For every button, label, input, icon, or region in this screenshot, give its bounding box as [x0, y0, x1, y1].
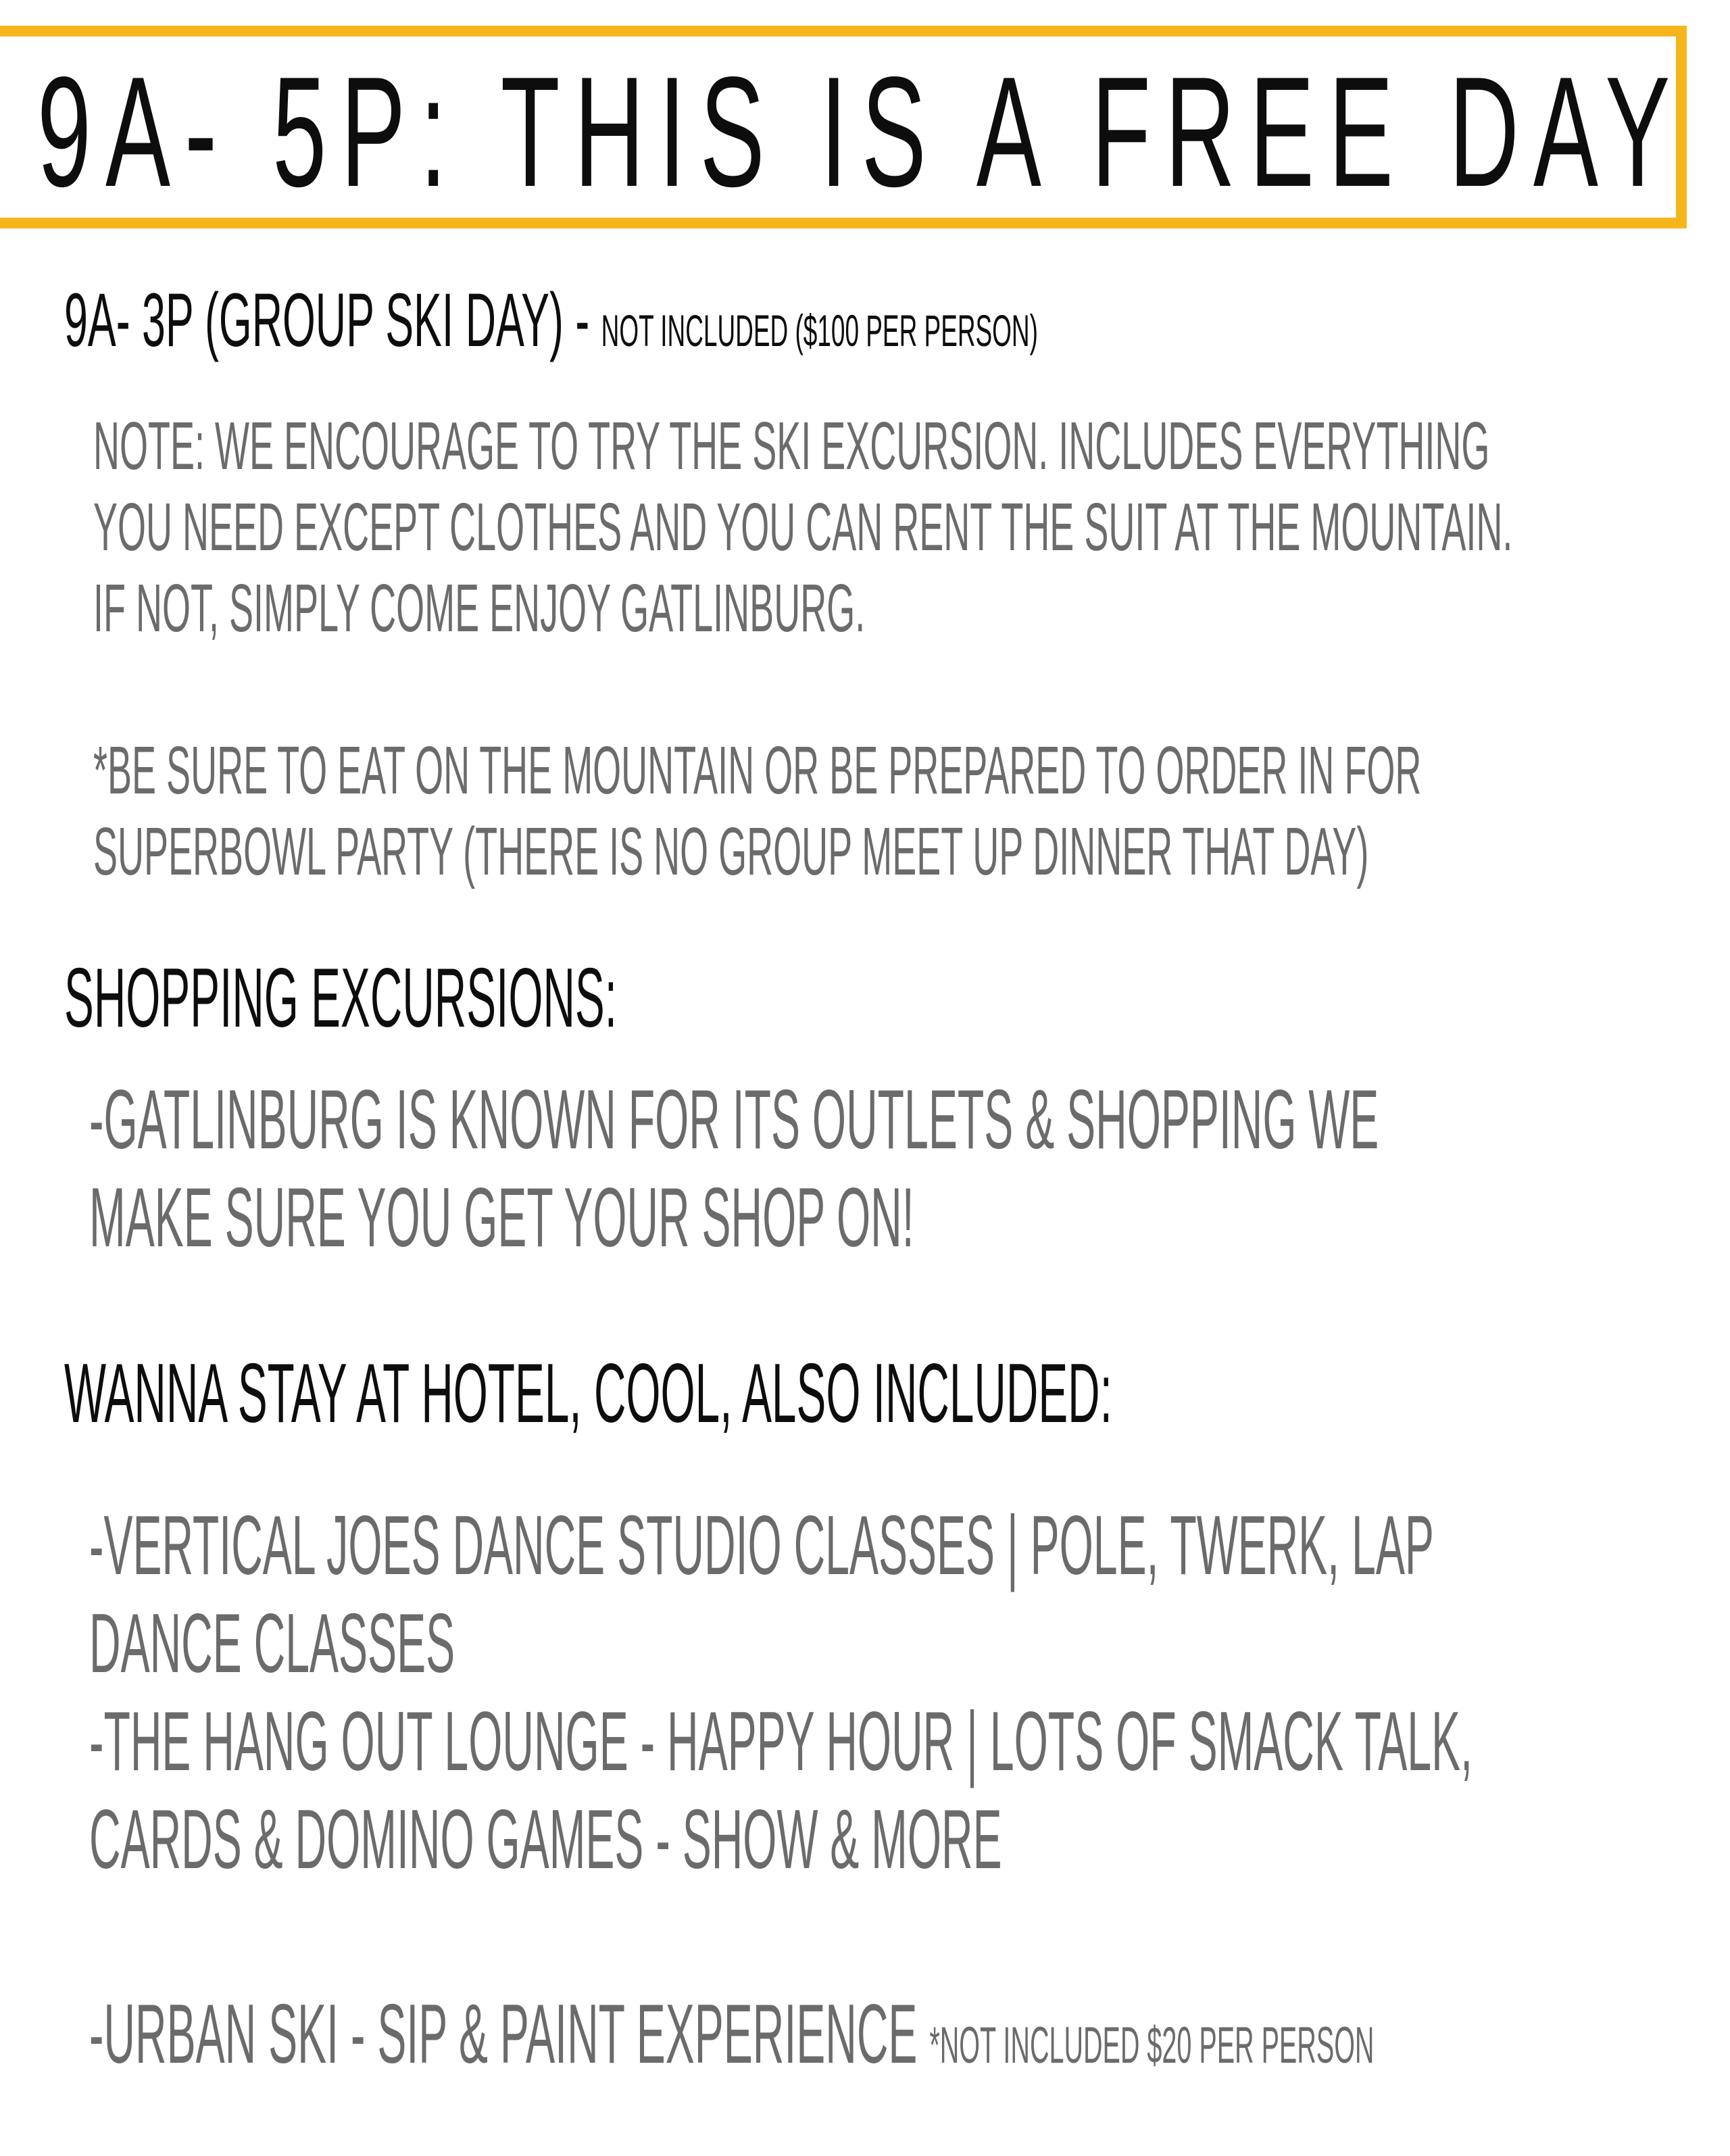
ski-day-heading-text: 9A- 3P (GROUP SKI DAY) - [64, 278, 601, 362]
urban-ski-line [89, 1988, 1375, 2088]
eat-note-line-1: *BE SURE TO EAT ON THE MOUNTAIN OR BE PREPARED TO ORDER IN FOR [93, 733, 1422, 808]
eat-note-line-2: SUPERBOWL PARTY (THERE IS NO GROUP MEET UP DINNER THAT DAY) [93, 814, 1369, 889]
hotel-line-2: DANCE CLASSES [89, 1597, 455, 1690]
shopping-heading: SHOPPING EXCURSIONS: [64, 952, 618, 1045]
ski-day-price-note: NOT INCLUDED ($100 PER PERSON) [601, 305, 1038, 356]
page-title: 9A- 5P: THIS IS A FREE DAY [37, 45, 1685, 220]
shopping-line-2: MAKE SURE YOU GET YOUR SHOP ON! [89, 1171, 914, 1265]
ski-note-line-3: IF NOT, SIMPLY COME ENJOY GATLINBURG. [93, 570, 866, 646]
hotel-line-1: -VERTICAL JOES DANCE STUDIO CLASSES | POLE, TWERK, LAP [89, 1499, 1434, 1592]
hotel-line-4: CARDS & DOMINO GAMES - SHOW & MORE [89, 1793, 1002, 1886]
hotel-heading: WANNA STAY AT HOTEL, COOL, ALSO INCLUDED: [64, 1347, 1112, 1440]
hotel-line-3: -THE HANG OUT LOUNGE - HAPPY HOUR | LOTS OF SMACK TALK, [89, 1695, 1473, 1788]
urban-ski-text: -URBAN SKI - SIP & PAINT EXPERIENCE [89, 1988, 918, 2081]
shopping-line-1: -GATLINBURG IS KNOWN FOR ITS OUTLETS & SHOPPING WE [89, 1073, 1379, 1167]
ski-note-line-1: NOTE: WE ENCOURAGE TO TRY THE SKI EXCURSION. INCLUDES EVERYTHING [93, 408, 1490, 484]
ski-day-heading [64, 278, 1038, 368]
urban-ski-price-note: *NOT INCLUDED $20 PER PERSON [929, 2017, 1375, 2074]
ski-note-line-2: YOU NEED EXCEPT CLOTHES AND YOU CAN RENT THE SUIT AT THE MOUNTAIN. [93, 489, 1513, 565]
